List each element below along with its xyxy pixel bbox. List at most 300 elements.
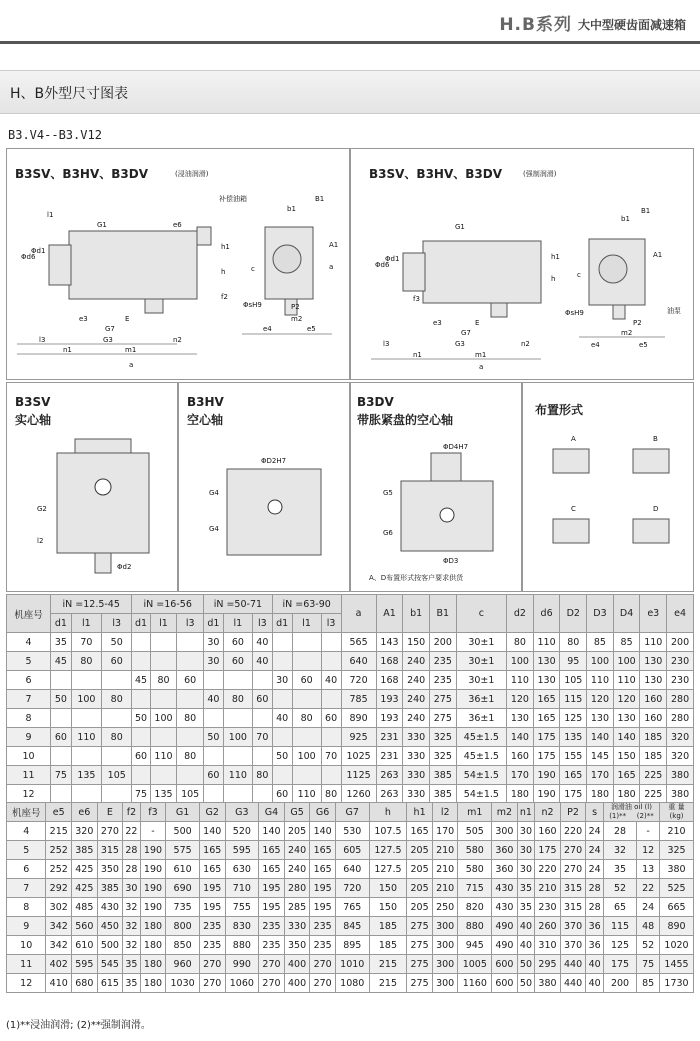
table-cell: 820: [458, 898, 492, 917]
table-cell: 175: [603, 955, 636, 974]
table-cell: 430: [97, 898, 123, 917]
lbl-e6: e6: [173, 221, 182, 229]
table-row: [7, 917, 694, 936]
table-cell: 380: [660, 860, 694, 879]
table-cell: 205: [407, 879, 433, 898]
table-row: [7, 671, 694, 690]
table-cell: 60: [292, 671, 321, 690]
table-cell: 5: [7, 652, 51, 671]
lbl-n2: n2: [521, 340, 530, 348]
table-cell: [71, 671, 101, 690]
table-cell: 600: [492, 974, 518, 993]
table-cell: 205: [407, 898, 433, 917]
table-cell: [292, 728, 321, 747]
table-cell: 8: [7, 898, 46, 917]
th-weight: [660, 803, 694, 822]
lbl-G4-top: G4: [209, 489, 219, 497]
lbl-G2: G2: [37, 505, 47, 513]
table-cell: 10: [7, 747, 51, 766]
panel-b3hv: [178, 382, 350, 592]
table-cell: 28: [123, 860, 141, 879]
table-cell: 165: [199, 860, 225, 879]
th-col: G4: [259, 803, 285, 822]
table-cell: 240: [284, 860, 310, 879]
table-cell: 110: [292, 785, 321, 804]
table-cell: 1260: [341, 785, 376, 804]
table-cell: 24: [586, 860, 604, 879]
table-cell: [272, 728, 292, 747]
table-cell: 75: [132, 785, 150, 804]
table-cell: 185: [640, 728, 667, 747]
table-row: [7, 690, 694, 709]
table-cell: 150: [613, 747, 640, 766]
table-cell: 60: [272, 785, 292, 804]
table-cell: 235: [429, 671, 456, 690]
table-cell: 680: [72, 974, 98, 993]
table-cell: 12: [7, 785, 51, 804]
lbl-d2: Φd2: [117, 563, 132, 571]
lbl-n1: n1: [413, 351, 422, 359]
table-cell: 85: [637, 974, 660, 993]
table-cell: 380: [667, 766, 694, 785]
table-cell: 100: [613, 652, 640, 671]
table-cell: 500: [166, 822, 200, 841]
table-cell: 32: [603, 841, 636, 860]
table-cell: [321, 690, 341, 709]
oil-sub-labels: [604, 812, 659, 821]
th-D2: D2: [560, 595, 587, 633]
lbl-c: c: [577, 271, 581, 279]
table-cell: 30±1: [456, 633, 506, 652]
table-cell: 140: [259, 822, 285, 841]
table-cell: 150: [403, 633, 430, 652]
table-cell: 135: [560, 728, 587, 747]
table-cell: 400: [284, 974, 310, 993]
table-cell: 180: [140, 917, 166, 936]
table-cell: 45±1.5: [456, 747, 506, 766]
table-cell: 40: [252, 652, 272, 671]
table-cell: 190: [140, 841, 166, 860]
oil-sub-label: (2)**: [636, 812, 654, 820]
table-cell: [177, 690, 204, 709]
table-cell: 190: [533, 766, 560, 785]
table-cell: 170: [587, 766, 614, 785]
table-cell: 45: [51, 652, 72, 671]
table-cell: 440: [560, 974, 586, 993]
table-cell: 270: [259, 955, 285, 974]
table-cell: 160: [640, 690, 667, 709]
table-cell: 880: [458, 917, 492, 936]
table-cell: 165: [310, 860, 336, 879]
table-cell: 235: [310, 936, 336, 955]
table-cell: 990: [225, 955, 259, 974]
table-cell: 30±1: [456, 652, 506, 671]
table-cell: [132, 766, 150, 785]
table-cell: 490: [492, 936, 518, 955]
th-col: h1: [407, 803, 433, 822]
table-cell: 735: [166, 898, 200, 917]
table-cell: 330: [403, 785, 430, 804]
page-header: [0, 0, 700, 44]
table-cell: 180: [140, 936, 166, 955]
table-cell: 40: [272, 709, 292, 728]
lbl-A1: A1: [653, 251, 663, 259]
lbl-B1: B1: [641, 207, 651, 215]
table-cell: 165: [259, 860, 285, 879]
table-cell: 170: [432, 822, 458, 841]
table-cell: 100: [587, 652, 614, 671]
lbl-m2: m2: [291, 315, 303, 323]
table-cell: 135: [150, 785, 177, 804]
lbl-l3: l3: [383, 340, 390, 348]
table-cell: 105: [177, 785, 204, 804]
th-oil: [603, 803, 659, 822]
table-cell: 560: [72, 917, 98, 936]
table-cell: 120: [587, 690, 614, 709]
table-cell: 231: [376, 728, 403, 747]
table-cell: [252, 671, 272, 690]
table-cell: 225: [640, 785, 667, 804]
table-cell: 115: [603, 917, 636, 936]
table-cell: 275: [407, 936, 433, 955]
th-col: E: [97, 803, 123, 822]
table-cell: 35: [123, 974, 141, 993]
table-cell: 315: [560, 879, 586, 898]
table-cell: -: [637, 822, 660, 841]
lbl-layout-D: D: [653, 505, 659, 513]
table-cell: 8: [7, 709, 51, 728]
table-cell: 65: [603, 898, 636, 917]
table-cell: 490: [492, 917, 518, 936]
table-cell: [321, 633, 341, 652]
table-cell: 785: [341, 690, 376, 709]
table-cell: [71, 709, 101, 728]
table-cell: 165: [310, 841, 336, 860]
table-cell: [177, 652, 204, 671]
th-sub: l3: [321, 614, 341, 633]
table-cell: 360: [492, 860, 518, 879]
table-row: [7, 709, 694, 728]
th-sub: l3: [102, 614, 132, 633]
table-cell: 1030: [166, 974, 200, 993]
lbl-e5: e5: [639, 341, 648, 349]
th-col: f3: [140, 803, 166, 822]
table-cell: 231: [376, 747, 403, 766]
table-cell: 890: [660, 917, 694, 936]
table-cell: [150, 633, 177, 652]
oil-sub-label: (1)**: [609, 812, 627, 820]
th-sub: l1: [150, 614, 177, 633]
th-ratio-2: iN =16-56: [132, 595, 204, 614]
table-cell: 275: [407, 974, 433, 993]
table-cell: 185: [640, 747, 667, 766]
th-d6: d6: [533, 595, 560, 633]
table-row: [7, 898, 694, 917]
table-cell: 880: [225, 936, 259, 955]
table-cell: 143: [376, 633, 403, 652]
th-ratio-4: iN =63-90: [272, 595, 341, 614]
table-cell: 230: [667, 652, 694, 671]
table-cell: 32: [123, 936, 141, 955]
table-cell: 530: [335, 822, 369, 841]
th-D4: D4: [613, 595, 640, 633]
panel-top-right: [350, 148, 694, 380]
table-cell: 80: [177, 709, 204, 728]
table-cell: 110: [71, 728, 101, 747]
lbl-l1: l1: [47, 211, 54, 219]
table-cell: 36±1: [456, 709, 506, 728]
table-cell: 13: [637, 860, 660, 879]
table-cell: [51, 709, 72, 728]
table-cell: 830: [225, 917, 259, 936]
lbl-b1: b1: [287, 205, 296, 213]
th-col: G1: [166, 803, 200, 822]
table-cell: [292, 652, 321, 671]
panel-title: B3SV: [15, 395, 51, 409]
table-cell: 205: [407, 841, 433, 860]
table-cell: 275: [429, 709, 456, 728]
table-cell: [204, 709, 224, 728]
table-cell: 28: [603, 822, 636, 841]
table-cell: 12: [7, 974, 46, 993]
table-cell: 175: [533, 747, 560, 766]
table-cell: 430: [492, 898, 518, 917]
table-cell: 50: [132, 709, 150, 728]
th-sub: l3: [177, 614, 204, 633]
table-cell: 1005: [458, 955, 492, 974]
table-cell: 28: [123, 841, 141, 860]
table-cell: 263: [376, 766, 403, 785]
th-ratio-3: iN =50-71: [204, 595, 273, 614]
table-cell: 110: [150, 747, 177, 766]
table-cell: 200: [667, 633, 694, 652]
table-cell: 165: [407, 822, 433, 841]
table-cell: 402: [46, 955, 72, 974]
table-cell: 80: [223, 690, 252, 709]
table-cell: 105: [102, 766, 132, 785]
table-cell: 150: [369, 879, 407, 898]
table-cell: 115: [560, 690, 587, 709]
table-cell: 85: [587, 633, 614, 652]
table-cell: 240: [403, 671, 430, 690]
lbl-D4H7: ΦD4H7: [443, 443, 469, 451]
lbl-oiltank: 补偿油箱: [219, 195, 247, 203]
table-cell: 185: [369, 936, 407, 955]
table-cell: 24: [586, 822, 604, 841]
lbl-oilpump: 油泵: [667, 307, 681, 315]
table-row: [7, 841, 694, 860]
table-cell: 180: [140, 974, 166, 993]
table-cell: 1730: [660, 974, 694, 993]
table-cell: 6: [7, 860, 46, 879]
table-cell: 165: [533, 709, 560, 728]
table-cell: 945: [458, 936, 492, 955]
lbl-e3: e3: [79, 315, 88, 323]
th-col: l2: [432, 803, 458, 822]
table-cell: 54±1.5: [456, 785, 506, 804]
lbl-b1: b1: [621, 215, 630, 223]
table-cell: 545: [97, 955, 123, 974]
table-cell: 165: [259, 841, 285, 860]
th-a: a: [341, 595, 376, 633]
lbl-G1: G1: [97, 221, 107, 229]
th-col: m2: [492, 803, 518, 822]
table-cell: 35: [517, 898, 535, 917]
b3sv-drawing: [7, 383, 179, 593]
table-cell: 765: [335, 898, 369, 917]
table-cell: 155: [560, 747, 587, 766]
th-sub: l1: [71, 614, 101, 633]
table-cell: [51, 785, 72, 804]
table-cell: 270: [310, 974, 336, 993]
table-cell: 300: [432, 974, 458, 993]
table-cell: 235: [259, 936, 285, 955]
table-cell: 60: [321, 709, 341, 728]
table-cell: 7: [7, 690, 51, 709]
table-cell: 220: [535, 860, 561, 879]
table-cell: 280: [667, 690, 694, 709]
panel-subtitle: 带胀紧盘的空心轴: [357, 413, 454, 427]
table-cell: 160: [640, 709, 667, 728]
table-cell: 210: [432, 841, 458, 860]
table-cell: 12: [637, 841, 660, 860]
series-title: H.B系列: [499, 15, 572, 35]
th-col: e6: [72, 803, 98, 822]
table-cell: 610: [166, 860, 200, 879]
table-cell: 690: [166, 879, 200, 898]
table-cell: 140: [310, 822, 336, 841]
table-cell: 385: [72, 841, 98, 860]
table-cell: 240: [403, 690, 430, 709]
oil-header-label: 润滑油 oil (l): [610, 803, 652, 811]
table-cell: 130: [533, 671, 560, 690]
b3dv-drawing: [351, 383, 523, 593]
table-cell: 370: [560, 936, 586, 955]
th-col: G6: [310, 803, 336, 822]
lbl-m1: m1: [475, 351, 487, 359]
table-cell: 1025: [341, 747, 376, 766]
panel-title: B3DV: [357, 395, 394, 409]
th-c: c: [456, 595, 506, 633]
table-cell: 80: [321, 785, 341, 804]
lbl-G1: G1: [455, 223, 465, 231]
lbl-d6: Φd6: [375, 261, 390, 269]
table-cell: 235: [310, 917, 336, 936]
panel-note: A、D布置形式按客户要求供货: [369, 574, 464, 582]
table-cell: 235: [259, 917, 285, 936]
table-cell: 140: [613, 728, 640, 747]
table-cell: [223, 785, 252, 804]
dimension-table-2: [6, 802, 694, 993]
table-cell: 220: [560, 822, 586, 841]
table-cell: 595: [72, 955, 98, 974]
table-cell: 24: [586, 841, 604, 860]
table-cell: 240: [403, 709, 430, 728]
table-cell: [292, 690, 321, 709]
lbl-c: c: [251, 265, 255, 273]
table-cell: 325: [660, 841, 694, 860]
top-right-drawing: [351, 149, 695, 381]
th-sub: l1: [223, 614, 252, 633]
table-cell: 7: [7, 879, 46, 898]
table-cell: 36: [586, 936, 604, 955]
th-sub: l1: [292, 614, 321, 633]
table-cell: [102, 747, 132, 766]
table-cell: 252: [46, 860, 72, 879]
table-cell: 160: [507, 747, 534, 766]
table-cell: 275: [407, 917, 433, 936]
table-cell: 105: [560, 671, 587, 690]
th-col: e5: [46, 803, 72, 822]
table-cell: 80: [177, 747, 204, 766]
table-cell: 342: [46, 917, 72, 936]
table-cell: [150, 652, 177, 671]
table-cell: 180: [507, 785, 534, 804]
th-sub: l3: [252, 614, 272, 633]
b3hv-drawing: [179, 383, 351, 593]
table-cell: [223, 747, 252, 766]
lbl-a: a: [479, 363, 484, 371]
table-cell: 315: [560, 898, 586, 917]
table-cell: 195: [310, 879, 336, 898]
lbl-A1: A1: [329, 241, 339, 249]
lbl-d1: Φd1: [385, 255, 400, 263]
table-cell: 263: [376, 785, 403, 804]
panel-title: B3HV: [187, 395, 224, 409]
th-d2: d2: [507, 595, 534, 633]
lbl-m1: m1: [125, 346, 137, 354]
table-cell: 40: [517, 917, 535, 936]
table-cell: [102, 785, 132, 804]
table-cell: 195: [259, 898, 285, 917]
table-cell: 48: [637, 917, 660, 936]
table-cell: [292, 633, 321, 652]
table-cell: 30: [517, 841, 535, 860]
table-cell: 35: [51, 633, 72, 652]
table-cell: 6: [7, 671, 51, 690]
table-cell: 40: [586, 974, 604, 993]
table-cell: 4: [7, 822, 46, 841]
table-cell: 190: [533, 785, 560, 804]
table-cell: 175: [535, 841, 561, 860]
table-cell: 605: [335, 841, 369, 860]
table-cell: 140: [507, 728, 534, 747]
table-cell: [150, 728, 177, 747]
lbl-layout-C: C: [571, 505, 576, 513]
table-cell: 60: [177, 671, 204, 690]
lbl-e4: e4: [263, 325, 272, 333]
table-cell: 107.5: [369, 822, 407, 841]
panel-title: B3SV、B3HV、B3DV: [369, 167, 502, 181]
table-cell: [51, 671, 72, 690]
table-cell: 40: [517, 936, 535, 955]
table-cell: 380: [667, 785, 694, 804]
table-cell: 11: [7, 766, 51, 785]
table-cell: 270: [259, 974, 285, 993]
table-cell: 40: [321, 671, 341, 690]
table-cell: 250: [432, 898, 458, 917]
lbl-h1: h1: [551, 253, 560, 261]
layout-drawing: [523, 383, 695, 593]
table-cell: 110: [613, 671, 640, 690]
section-title: H、B外型尺寸图表: [0, 70, 700, 114]
table-cell: 195: [259, 879, 285, 898]
table-cell: 1125: [341, 766, 376, 785]
lbl-a-side: a: [329, 263, 334, 271]
table-cell: 75: [637, 955, 660, 974]
lbl-a: a: [129, 361, 134, 369]
table-cell: 270: [199, 955, 225, 974]
